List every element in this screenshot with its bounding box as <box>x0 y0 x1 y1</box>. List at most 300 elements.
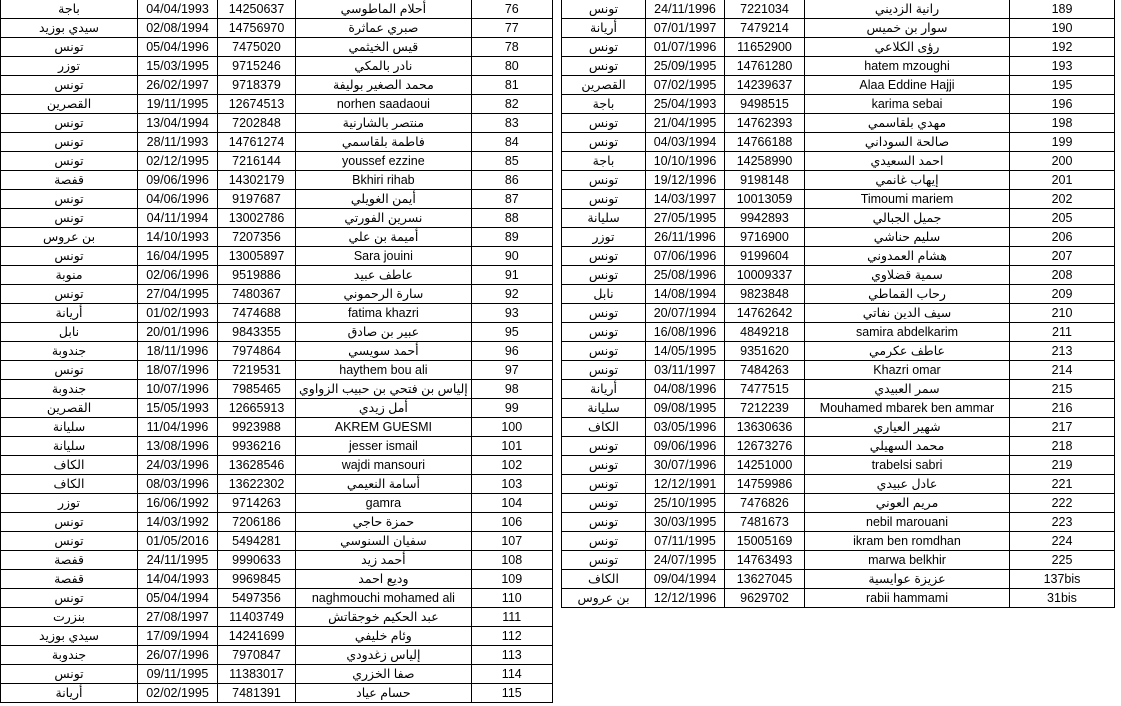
name-cell: سيف الدين نفاتي <box>805 304 1010 323</box>
id-cell: 11383017 <box>218 665 296 684</box>
date-cell: 27/05/1995 <box>646 209 725 228</box>
date-cell: 24/03/1996 <box>138 456 218 475</box>
city-cell: الكاف <box>1 456 138 475</box>
id-cell: 9629702 <box>725 589 805 608</box>
number-cell: 216 <box>1010 399 1115 418</box>
name-cell: صالحة السوداني <box>805 133 1010 152</box>
name-cell: إلياس بن فتحي بن حبيب الزواوي <box>296 380 472 399</box>
name-cell: rabii hammami <box>805 589 1010 608</box>
id-cell: 14759986 <box>725 475 805 494</box>
name-cell: عزيزة عوايسية <box>805 570 1010 589</box>
number-cell: 93 <box>471 304 552 323</box>
city-cell: تونس <box>1 665 138 684</box>
city-cell: تونس <box>562 437 646 456</box>
city-cell: تونس <box>562 133 646 152</box>
number-cell: 91 <box>471 266 552 285</box>
table-row <box>562 171 1115 190</box>
table-row <box>1 323 553 342</box>
number-cell: 89 <box>471 228 552 247</box>
city-cell: قفصة <box>1 570 138 589</box>
city-cell: تونس <box>562 190 646 209</box>
id-cell: 14241699 <box>218 627 296 646</box>
city-cell: تونس <box>1 361 138 380</box>
number-cell: 98 <box>471 380 552 399</box>
date-cell: 09/08/1995 <box>646 399 725 418</box>
id-cell: 7974864 <box>218 342 296 361</box>
date-cell: 18/11/1996 <box>138 342 218 361</box>
city-cell: بنزرت <box>1 608 138 627</box>
right-table <box>561 0 1115 608</box>
city-cell: تونس <box>562 494 646 513</box>
number-cell: 92 <box>471 285 552 304</box>
name-cell: marwa belkhir <box>805 551 1010 570</box>
name-cell: Sara jouini <box>296 247 472 266</box>
name-cell: رؤى الكلاعي <box>805 38 1010 57</box>
city-cell: قفصة <box>1 171 138 190</box>
number-cell: 111 <box>471 608 552 627</box>
table-row <box>1 209 553 228</box>
number-cell: 80 <box>471 57 552 76</box>
date-cell: 30/03/1995 <box>646 513 725 532</box>
table-row <box>1 532 553 551</box>
name-cell: إيهاب غانمي <box>805 171 1010 190</box>
date-cell: 08/03/1996 <box>138 475 218 494</box>
number-cell: 199 <box>1010 133 1115 152</box>
date-cell: 14/03/1997 <box>646 190 725 209</box>
table-row <box>1 247 553 266</box>
table-row <box>1 418 553 437</box>
id-cell: 7202848 <box>218 114 296 133</box>
date-cell: 15/05/1993 <box>138 399 218 418</box>
name-cell: fatima khazri <box>296 304 472 323</box>
city-cell: توزر <box>1 57 138 76</box>
id-cell: 7206186 <box>218 513 296 532</box>
id-cell: 9716900 <box>725 228 805 247</box>
id-cell: 13005897 <box>218 247 296 266</box>
number-cell: 104 <box>471 494 552 513</box>
number-cell: 110 <box>471 589 552 608</box>
date-cell: 02/02/1995 <box>138 684 218 703</box>
name-cell: حسام عياد <box>296 684 472 703</box>
id-cell: 13002786 <box>218 209 296 228</box>
city-cell: أريانة <box>562 380 646 399</box>
date-cell: 12/12/1996 <box>646 589 725 608</box>
name-cell: محمد السهيلي <box>805 437 1010 456</box>
id-cell: 7484263 <box>725 361 805 380</box>
name-cell: norhen saadaoui <box>296 95 472 114</box>
table-row <box>562 190 1115 209</box>
id-cell: 13627045 <box>725 570 805 589</box>
name-cell: رانية الزديني <box>805 0 1010 19</box>
date-cell: 12/12/1991 <box>646 475 725 494</box>
table-row <box>1 76 553 95</box>
name-cell: نادر بالمكي <box>296 57 472 76</box>
name-cell: karima sebai <box>805 95 1010 114</box>
table-row <box>1 152 553 171</box>
number-cell: 137bis <box>1010 570 1115 589</box>
name-cell: وديع احمد <box>296 570 472 589</box>
table-row <box>562 266 1115 285</box>
table-row <box>562 38 1115 57</box>
table-row <box>562 285 1115 304</box>
table-row <box>1 190 553 209</box>
number-cell: 219 <box>1010 456 1115 475</box>
name-cell: سارة الرحموني <box>296 285 472 304</box>
table-row <box>1 551 553 570</box>
name-cell: haythem bou ali <box>296 361 472 380</box>
name-cell: أمل زيدي <box>296 399 472 418</box>
date-cell: 26/07/1996 <box>138 646 218 665</box>
city-cell: سيدي بوزيد <box>1 19 138 38</box>
date-cell: 14/04/1993 <box>138 570 218 589</box>
number-cell: 114 <box>471 665 552 684</box>
id-cell: 14763493 <box>725 551 805 570</box>
table-row <box>562 114 1115 133</box>
name-cell: وئام خليفي <box>296 627 472 646</box>
name-cell: سوار بن خميس <box>805 19 1010 38</box>
city-cell: الكاف <box>1 475 138 494</box>
number-cell: 210 <box>1010 304 1115 323</box>
name-cell: AKREM GUESMI <box>296 418 472 437</box>
city-cell: تونس <box>1 114 138 133</box>
name-cell: youssef ezzine <box>296 152 472 171</box>
id-cell: 9498515 <box>725 95 805 114</box>
id-cell: 15005169 <box>725 532 805 551</box>
table-row <box>562 570 1115 589</box>
name-cell: naghmouchi mohamed ali <box>296 589 472 608</box>
date-cell: 02/06/1996 <box>138 266 218 285</box>
city-cell: تونس <box>1 152 138 171</box>
number-cell: 82 <box>471 95 552 114</box>
id-cell: 9199604 <box>725 247 805 266</box>
name-cell: samira abdelkarim <box>805 323 1010 342</box>
date-cell: 09/06/1996 <box>138 171 218 190</box>
date-cell: 05/04/1994 <box>138 589 218 608</box>
table-row <box>562 437 1115 456</box>
city-cell: تونس <box>1 285 138 304</box>
date-cell: 21/04/1995 <box>646 114 725 133</box>
name-cell: أحمد زيد <box>296 551 472 570</box>
id-cell: 10009337 <box>725 266 805 285</box>
city-cell: أريانة <box>1 684 138 703</box>
number-cell: 223 <box>1010 513 1115 532</box>
name-cell: gamra <box>296 494 472 513</box>
id-cell: 9969845 <box>218 570 296 589</box>
number-cell: 196 <box>1010 95 1115 114</box>
date-cell: 13/08/1996 <box>138 437 218 456</box>
city-cell: جندوبة <box>1 646 138 665</box>
name-cell: أحلام الماطوسي <box>296 0 472 19</box>
name-cell: سمية قضلاوي <box>805 266 1010 285</box>
city-cell: تونس <box>562 171 646 190</box>
number-cell: 202 <box>1010 190 1115 209</box>
number-cell: 83 <box>471 114 552 133</box>
name-cell: wajdi mansouri <box>296 456 472 475</box>
table-row <box>1 646 553 665</box>
city-cell: تونس <box>562 342 646 361</box>
date-cell: 02/12/1995 <box>138 152 218 171</box>
city-cell: تونس <box>562 551 646 570</box>
name-cell: مريم العوني <box>805 494 1010 513</box>
id-cell: 14251000 <box>725 456 805 475</box>
date-cell: 09/04/1994 <box>646 570 725 589</box>
id-cell: 12673276 <box>725 437 805 456</box>
name-cell: شهير العياري <box>805 418 1010 437</box>
id-cell: 4849218 <box>725 323 805 342</box>
date-cell: 27/08/1997 <box>138 608 218 627</box>
number-cell: 96 <box>471 342 552 361</box>
table-row <box>1 95 553 114</box>
date-cell: 14/03/1992 <box>138 513 218 532</box>
number-cell: 213 <box>1010 342 1115 361</box>
number-cell: 205 <box>1010 209 1115 228</box>
date-cell: 14/10/1993 <box>138 228 218 247</box>
table-row <box>562 323 1115 342</box>
id-cell: 13628546 <box>218 456 296 475</box>
id-cell: 7985465 <box>218 380 296 399</box>
date-cell: 25/04/1993 <box>646 95 725 114</box>
city-cell: تونس <box>1 247 138 266</box>
date-cell: 24/07/1995 <box>646 551 725 570</box>
date-cell: 30/07/1996 <box>646 456 725 475</box>
number-cell: 95 <box>471 323 552 342</box>
number-cell: 201 <box>1010 171 1115 190</box>
id-cell: 9923988 <box>218 418 296 437</box>
name-cell: Mouhamed mbarek ben ammar <box>805 399 1010 418</box>
number-cell: 76 <box>471 0 552 19</box>
name-cell: Timoumi mariem <box>805 190 1010 209</box>
number-cell: 85 <box>471 152 552 171</box>
city-cell: تونس <box>1 76 138 95</box>
number-cell: 87 <box>471 190 552 209</box>
date-cell: 18/07/1996 <box>138 361 218 380</box>
number-cell: 90 <box>471 247 552 266</box>
table-row <box>1 133 553 152</box>
id-cell: 13630636 <box>725 418 805 437</box>
number-cell: 97 <box>471 361 552 380</box>
table-row <box>562 0 1115 19</box>
table-row <box>1 627 553 646</box>
city-cell: باجة <box>562 95 646 114</box>
date-cell: 05/04/1996 <box>138 38 218 57</box>
date-cell: 07/06/1996 <box>646 247 725 266</box>
id-cell: 9351620 <box>725 342 805 361</box>
id-cell: 7475020 <box>218 38 296 57</box>
city-cell: نابل <box>562 285 646 304</box>
date-cell: 24/11/1996 <box>646 0 725 19</box>
table-row <box>1 380 553 399</box>
name-cell: صبري عماثرة <box>296 19 472 38</box>
id-cell: 14762642 <box>725 304 805 323</box>
id-cell: 14250637 <box>218 0 296 19</box>
date-cell: 15/03/1995 <box>138 57 218 76</box>
id-cell: 12674513 <box>218 95 296 114</box>
id-cell: 9715246 <box>218 57 296 76</box>
city-cell: توزر <box>562 228 646 247</box>
date-cell: 09/11/1995 <box>138 665 218 684</box>
name-cell: سفيان السنوسي <box>296 532 472 551</box>
table-row <box>1 437 553 456</box>
name-cell: مهدي بلقاسمي <box>805 114 1010 133</box>
table-row <box>562 247 1115 266</box>
name-cell: قيس الخيثمي <box>296 38 472 57</box>
table-row <box>1 19 553 38</box>
date-cell: 04/04/1993 <box>138 0 218 19</box>
id-cell: 7221034 <box>725 0 805 19</box>
date-cell: 25/09/1995 <box>646 57 725 76</box>
number-cell: 102 <box>471 456 552 475</box>
number-cell: 198 <box>1010 114 1115 133</box>
date-cell: 04/08/1996 <box>646 380 725 399</box>
date-cell: 20/07/1994 <box>646 304 725 323</box>
id-cell: 5497356 <box>218 589 296 608</box>
id-cell: 9198148 <box>725 171 805 190</box>
id-cell: 9942893 <box>725 209 805 228</box>
id-cell: 5494281 <box>218 532 296 551</box>
city-cell: تونس <box>562 114 646 133</box>
table-row <box>562 494 1115 513</box>
city-cell: تونس <box>1 190 138 209</box>
city-cell: باجة <box>1 0 138 19</box>
date-cell: 09/06/1996 <box>646 437 725 456</box>
number-cell: 101 <box>471 437 552 456</box>
city-cell: القصرين <box>562 76 646 95</box>
city-cell: تونس <box>562 532 646 551</box>
id-cell: 12665913 <box>218 399 296 418</box>
id-cell: 11403749 <box>218 608 296 627</box>
name-cell: Khazri omar <box>805 361 1010 380</box>
number-cell: 221 <box>1010 475 1115 494</box>
number-cell: 195 <box>1010 76 1115 95</box>
date-cell: 14/05/1995 <box>646 342 725 361</box>
name-cell: سليم حناشي <box>805 228 1010 247</box>
date-cell: 01/05/2016 <box>138 532 218 551</box>
number-cell: 99 <box>471 399 552 418</box>
table-row <box>562 456 1115 475</box>
date-cell: 16/04/1995 <box>138 247 218 266</box>
id-cell: 9936216 <box>218 437 296 456</box>
number-cell: 103 <box>471 475 552 494</box>
number-cell: 207 <box>1010 247 1115 266</box>
table-row <box>562 399 1115 418</box>
table-row <box>562 133 1115 152</box>
city-cell: تونس <box>1 133 138 152</box>
date-cell: 01/02/1993 <box>138 304 218 323</box>
name-cell: نسرين الفورتي <box>296 209 472 228</box>
city-cell: تونس <box>1 532 138 551</box>
id-cell: 14766188 <box>725 133 805 152</box>
id-cell: 9718379 <box>218 76 296 95</box>
number-cell: 225 <box>1010 551 1115 570</box>
number-cell: 108 <box>471 551 552 570</box>
number-cell: 31bis <box>1010 589 1115 608</box>
city-cell: تونس <box>1 513 138 532</box>
id-cell: 7481673 <box>725 513 805 532</box>
name-cell: هشام العمدوني <box>805 247 1010 266</box>
name-cell: إلياس زغدودي <box>296 646 472 665</box>
city-cell: تونس <box>562 513 646 532</box>
table-row <box>562 19 1115 38</box>
city-cell: سيدي بوزيد <box>1 627 138 646</box>
table-row <box>1 304 553 323</box>
number-cell: 81 <box>471 76 552 95</box>
city-cell: تونس <box>562 0 646 19</box>
city-cell: سليانة <box>562 209 646 228</box>
id-cell: 9990633 <box>218 551 296 570</box>
number-cell: 78 <box>471 38 552 57</box>
id-cell: 11652900 <box>725 38 805 57</box>
city-cell: تونس <box>1 38 138 57</box>
number-cell: 189 <box>1010 0 1115 19</box>
id-cell: 7480367 <box>218 285 296 304</box>
date-cell: 02/08/1994 <box>138 19 218 38</box>
date-cell: 28/11/1993 <box>138 133 218 152</box>
id-cell: 14302179 <box>218 171 296 190</box>
id-cell: 14761280 <box>725 57 805 76</box>
number-cell: 193 <box>1010 57 1115 76</box>
table-row <box>1 361 553 380</box>
table-row <box>562 551 1115 570</box>
city-cell: القصرين <box>1 95 138 114</box>
table-row <box>562 418 1115 437</box>
date-cell: 25/08/1996 <box>646 266 725 285</box>
table-row <box>1 665 553 684</box>
name-cell: عبد الحكيم خوجقاتش <box>296 608 472 627</box>
name-cell: عاطف عبيد <box>296 266 472 285</box>
number-cell: 77 <box>471 19 552 38</box>
date-cell: 04/11/1994 <box>138 209 218 228</box>
number-cell: 107 <box>471 532 552 551</box>
name-cell: جميل الجبالي <box>805 209 1010 228</box>
date-cell: 19/11/1995 <box>138 95 218 114</box>
date-cell: 16/06/1992 <box>138 494 218 513</box>
name-cell: nebil marouani <box>805 513 1010 532</box>
name-cell: سمر العبيدي <box>805 380 1010 399</box>
city-cell: تونس <box>562 475 646 494</box>
table-row <box>1 589 553 608</box>
number-cell: 115 <box>471 684 552 703</box>
table-row <box>562 380 1115 399</box>
name-cell: أيمن الغويلي <box>296 190 472 209</box>
city-cell: تونس <box>1 589 138 608</box>
table-row <box>562 532 1115 551</box>
name-cell: فاطمة بلقاسمي <box>296 133 472 152</box>
city-cell: سليانة <box>562 399 646 418</box>
date-cell: 07/11/1995 <box>646 532 725 551</box>
city-cell: جندوبة <box>1 342 138 361</box>
table-row <box>562 209 1115 228</box>
name-cell: عبير بن صادق <box>296 323 472 342</box>
id-cell: 7216144 <box>218 152 296 171</box>
table-row <box>1 171 553 190</box>
id-cell: 7970847 <box>218 646 296 665</box>
city-cell: توزر <box>1 494 138 513</box>
table-row <box>1 228 553 247</box>
name-cell: Alaa Eddine Hajji <box>805 76 1010 95</box>
table-row <box>1 608 553 627</box>
table-row <box>1 285 553 304</box>
table-row <box>1 114 553 133</box>
number-cell: 200 <box>1010 152 1115 171</box>
table-row <box>562 95 1115 114</box>
id-cell: 7476826 <box>725 494 805 513</box>
name-cell: حمزة حاجي <box>296 513 472 532</box>
table-row <box>562 513 1115 532</box>
number-cell: 190 <box>1010 19 1115 38</box>
id-cell: 9519886 <box>218 266 296 285</box>
table-row <box>562 228 1115 247</box>
date-cell: 11/04/1996 <box>138 418 218 437</box>
